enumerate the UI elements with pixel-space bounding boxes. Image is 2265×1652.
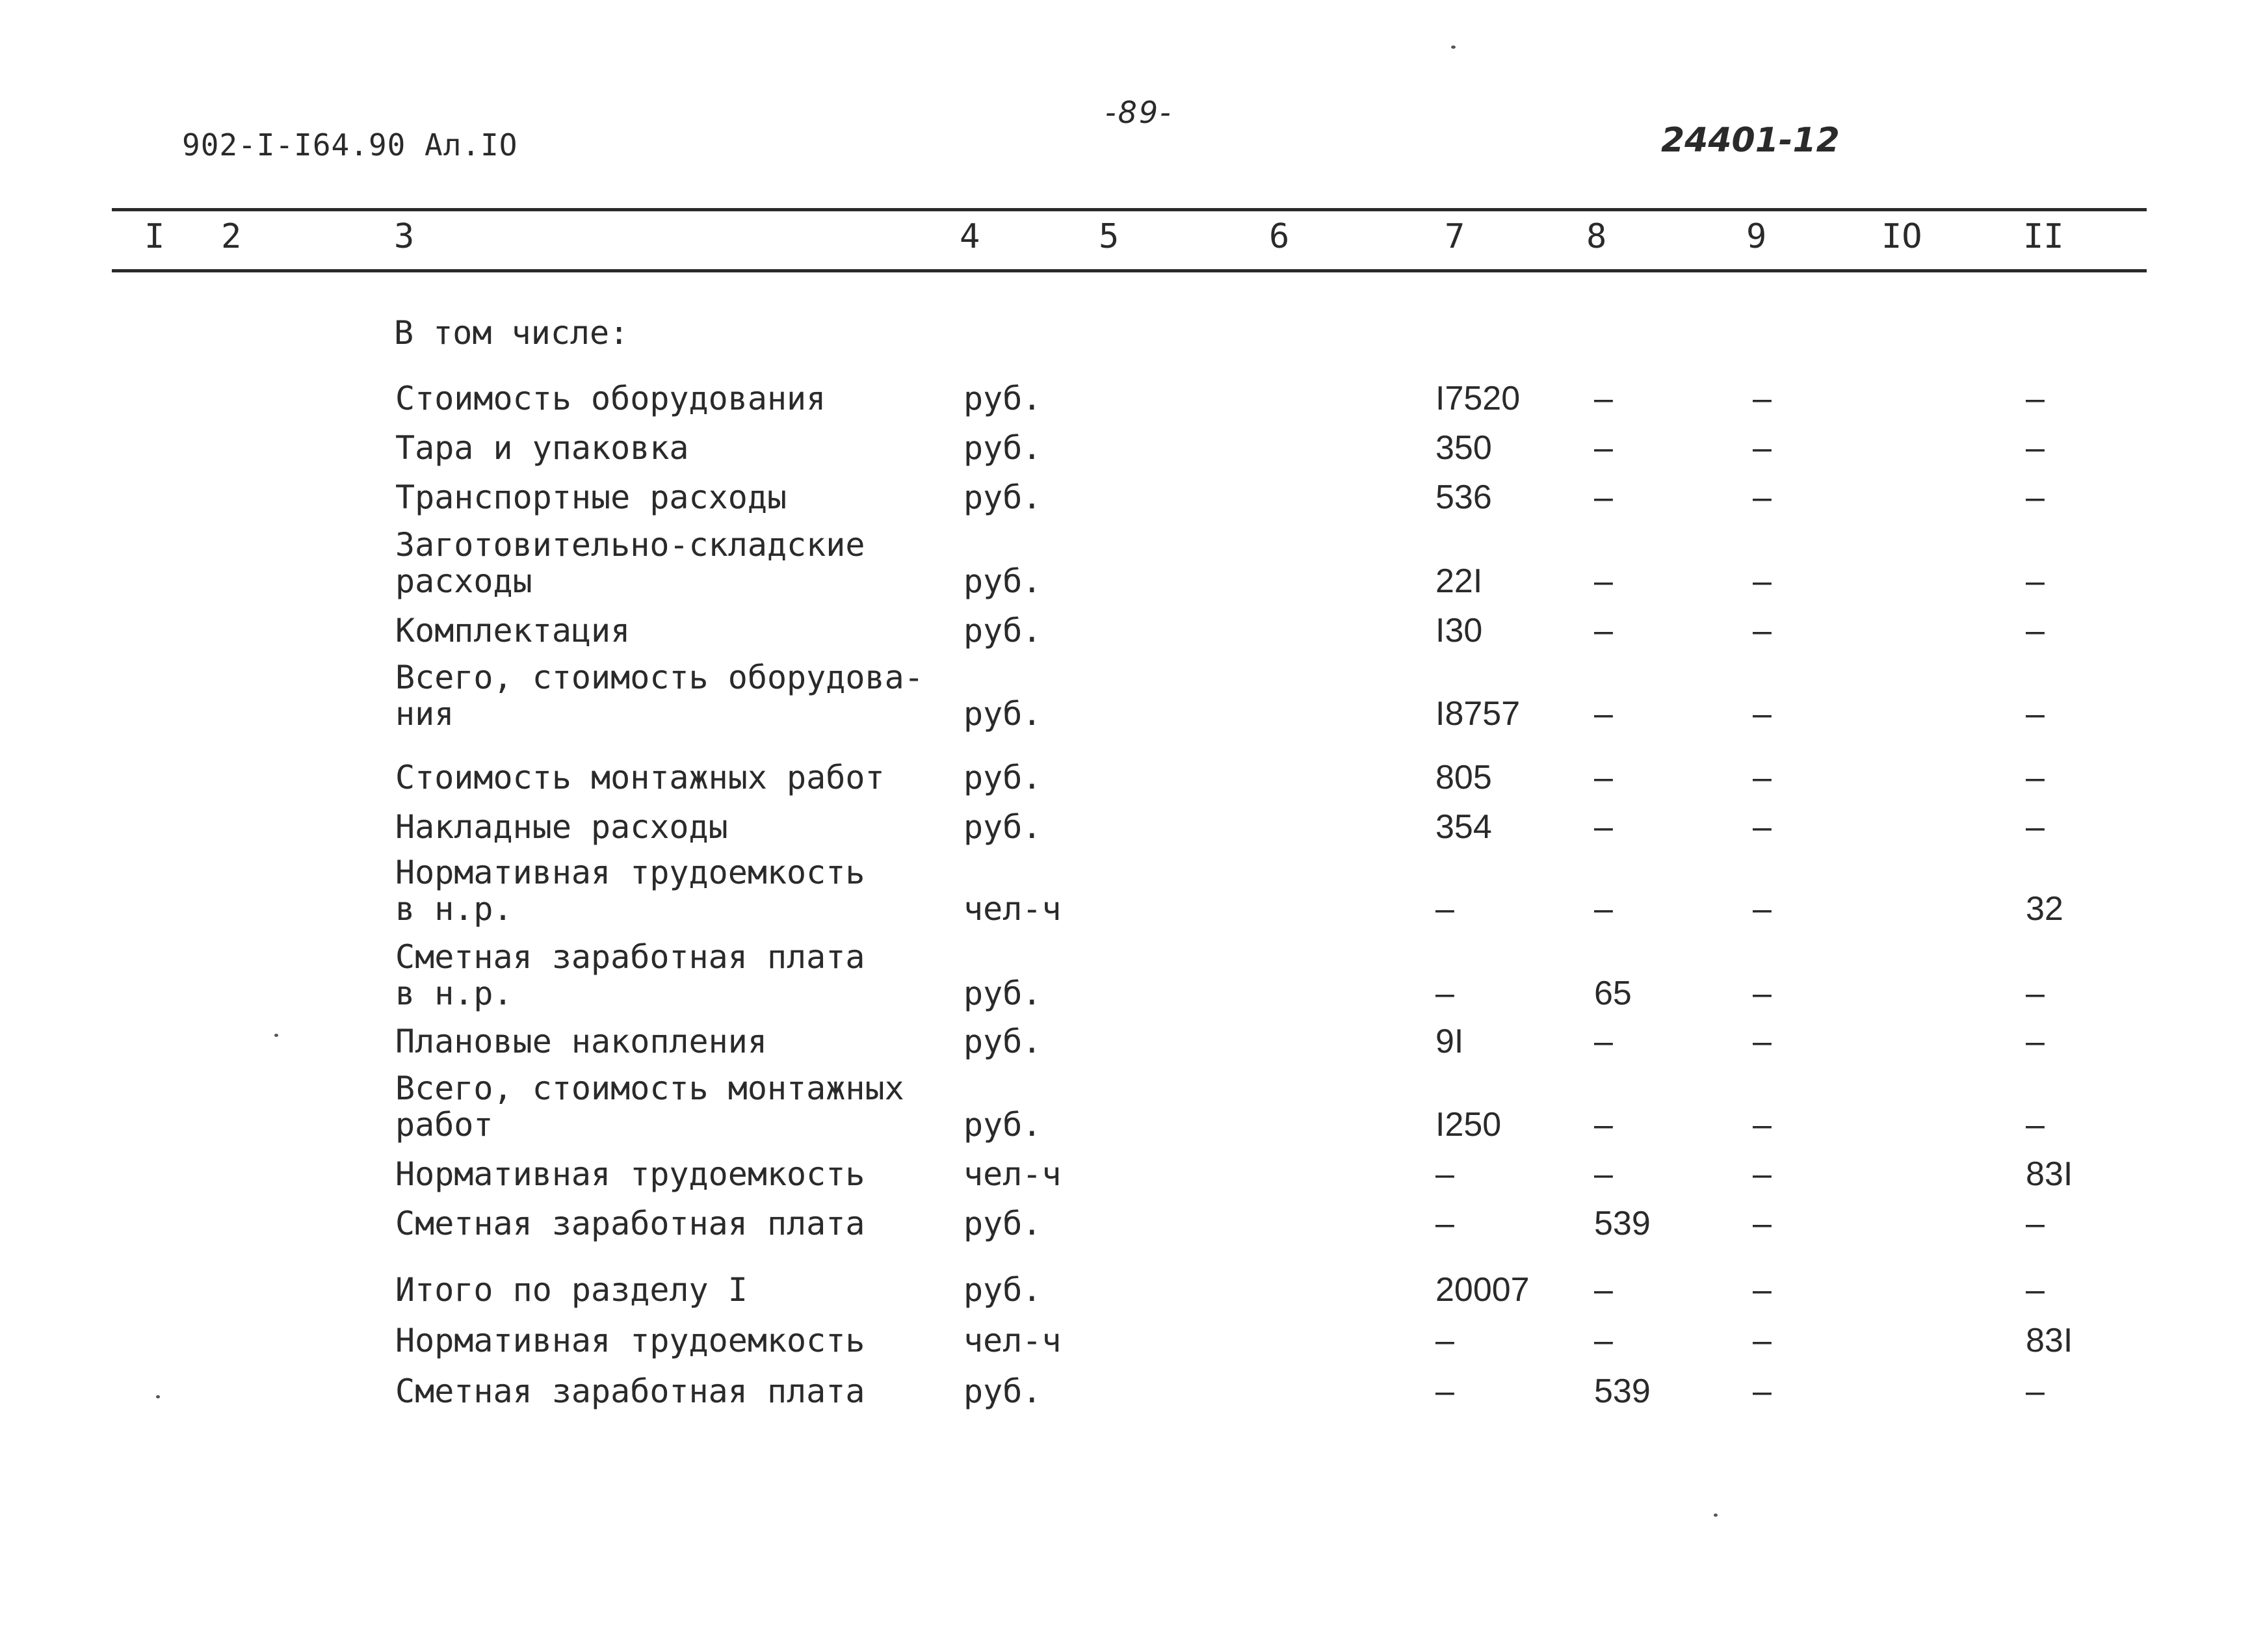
value-col-9: –	[1753, 1372, 1772, 1410]
value-col-7: I30	[1435, 612, 1483, 649]
value-col-7: –	[1435, 975, 1454, 1012]
value-col-9: –	[1753, 562, 1772, 600]
value-col-11: –	[2026, 695, 2045, 733]
column-header: 8	[1586, 217, 1607, 256]
value-col-7: 20007	[1435, 1271, 1530, 1309]
value-col-11: –	[2026, 429, 2045, 467]
header-bottom-rule	[112, 269, 2147, 272]
value-col-9: –	[1753, 479, 1772, 516]
unit: руб.	[963, 1372, 1042, 1410]
unit: руб.	[963, 808, 1042, 846]
unit: руб.	[963, 759, 1042, 796]
column-header: 9	[1746, 217, 1767, 256]
unit: руб.	[963, 479, 1042, 516]
item-name: Сметная заработная плата в н.р.	[395, 938, 865, 1012]
item-name: Итого по разделу I	[395, 1271, 748, 1309]
value-col-11: –	[2026, 808, 2045, 846]
value-col-8: –	[1594, 1271, 1613, 1309]
value-col-8: –	[1594, 890, 1613, 928]
value-col-11: –	[2026, 479, 2045, 516]
value-col-7: –	[1435, 890, 1454, 928]
column-header: 7	[1445, 217, 1465, 256]
item-name: Стоимость оборудования	[395, 380, 826, 417]
item-name: Комплектация	[395, 612, 631, 649]
item-name: Нормативная трудоемкость	[395, 1322, 865, 1359]
scan-speck	[156, 1395, 160, 1398]
scan-speck	[1451, 46, 1456, 49]
value-col-11: –	[2026, 1205, 2045, 1242]
value-col-11: –	[2026, 380, 2045, 417]
value-col-11: –	[2026, 612, 2045, 649]
value-col-8: –	[1594, 695, 1613, 733]
item-name: Сметная заработная плата	[395, 1205, 865, 1242]
item-name: Плановые накопления	[395, 1023, 767, 1060]
value-col-8: –	[1594, 429, 1613, 467]
scan-speck	[274, 1034, 278, 1037]
value-col-9: –	[1753, 612, 1772, 649]
scan-speck	[1714, 1514, 1718, 1517]
column-header: 3	[394, 217, 415, 256]
unit: чел-ч	[963, 890, 1062, 928]
column-header: II	[2023, 217, 2064, 256]
column-header: IO	[1881, 217, 1922, 256]
unit: руб.	[963, 1106, 1042, 1144]
item-name: Нормативная трудоемкость	[395, 1155, 865, 1193]
unit: чел-ч	[963, 1155, 1062, 1193]
document-code: 902-I-I64.90 Ал.IO	[182, 127, 518, 163]
value-col-9: –	[1753, 1155, 1772, 1193]
page-number: -89-	[1105, 95, 1173, 130]
value-col-9: –	[1753, 695, 1772, 733]
item-name: Тара и упаковка	[395, 429, 689, 467]
value-col-7: –	[1435, 1205, 1454, 1242]
value-col-11: 32	[2026, 890, 2063, 928]
value-col-7: I8757	[1435, 695, 1521, 733]
header-top-rule	[112, 208, 2147, 211]
value-col-11: –	[2026, 1372, 2045, 1410]
column-header: 6	[1269, 217, 1290, 256]
value-col-7: 350	[1435, 429, 1492, 467]
value-col-7: –	[1435, 1155, 1454, 1193]
value-col-7: I7520	[1435, 380, 1521, 417]
value-col-11: –	[2026, 562, 2045, 600]
value-col-11: –	[2026, 1023, 2045, 1060]
value-col-9: –	[1753, 759, 1772, 796]
value-col-8: –	[1594, 759, 1613, 796]
unit: руб.	[963, 695, 1042, 733]
value-col-11: –	[2026, 759, 2045, 796]
item-name: Сметная заработная плата	[395, 1372, 865, 1410]
value-col-7: 536	[1435, 479, 1492, 516]
value-col-9: –	[1753, 1205, 1772, 1242]
unit: руб.	[963, 429, 1042, 467]
unit: руб.	[963, 1023, 1042, 1060]
value-col-11: 83I	[2026, 1155, 2073, 1193]
value-col-8: 65	[1594, 975, 1632, 1012]
value-col-9: –	[1753, 1106, 1772, 1144]
column-header: 5	[1099, 217, 1119, 256]
value-col-11: –	[2026, 975, 2045, 1012]
value-col-9: –	[1753, 1322, 1772, 1359]
value-col-11: –	[2026, 1106, 2045, 1144]
value-col-11: –	[2026, 1271, 2045, 1309]
unit: чел-ч	[963, 1322, 1062, 1359]
item-name: Заготовительно-складские расходы	[395, 526, 865, 600]
value-col-8: –	[1594, 1155, 1613, 1193]
item-name: Накладные расходы	[395, 808, 728, 846]
value-col-7: –	[1435, 1372, 1454, 1410]
value-col-8: –	[1594, 562, 1613, 600]
item-name: Всего, стоимость оборудова- ния	[395, 659, 924, 733]
item-name: Стоимость монтажных работ	[395, 759, 885, 796]
column-header: 2	[221, 217, 242, 256]
value-col-9: –	[1753, 380, 1772, 417]
unit: руб.	[963, 1205, 1042, 1242]
unit: руб.	[963, 562, 1042, 600]
item-name: Всего, стоимость монтажных работ	[395, 1069, 904, 1144]
unit: руб.	[963, 380, 1042, 417]
unit: руб.	[963, 612, 1042, 649]
section-intro: В том числе:	[394, 314, 629, 352]
sheet-number: 24401-12	[1661, 121, 1840, 160]
value-col-11: 83I	[2026, 1322, 2073, 1359]
value-col-9: –	[1753, 1023, 1772, 1060]
column-header: 4	[960, 217, 980, 256]
column-header: I	[144, 217, 165, 256]
unit: руб.	[963, 975, 1042, 1012]
value-col-7: 9I	[1435, 1023, 1464, 1060]
unit: руб.	[963, 1271, 1042, 1309]
value-col-7: 22I	[1435, 562, 1483, 600]
value-col-9: –	[1753, 975, 1772, 1012]
value-col-8: –	[1594, 1023, 1613, 1060]
value-col-8: –	[1594, 1106, 1613, 1144]
value-col-8: –	[1594, 1322, 1613, 1359]
value-col-9: –	[1753, 808, 1772, 846]
item-name: Транспортные расходы	[395, 479, 787, 516]
value-col-9: –	[1753, 890, 1772, 928]
value-col-7: 805	[1435, 759, 1492, 796]
item-name: Нормативная трудоемкость в н.р.	[395, 854, 865, 928]
value-col-7: 354	[1435, 808, 1492, 846]
value-col-8: –	[1594, 808, 1613, 846]
value-col-8: –	[1594, 612, 1613, 649]
value-col-8: 539	[1594, 1372, 1651, 1410]
value-col-8: 539	[1594, 1205, 1651, 1242]
value-col-9: –	[1753, 429, 1772, 467]
value-col-8: –	[1594, 380, 1613, 417]
value-col-9: –	[1753, 1271, 1772, 1309]
value-col-7: –	[1435, 1322, 1454, 1359]
value-col-7: I250	[1435, 1106, 1502, 1144]
value-col-8: –	[1594, 479, 1613, 516]
